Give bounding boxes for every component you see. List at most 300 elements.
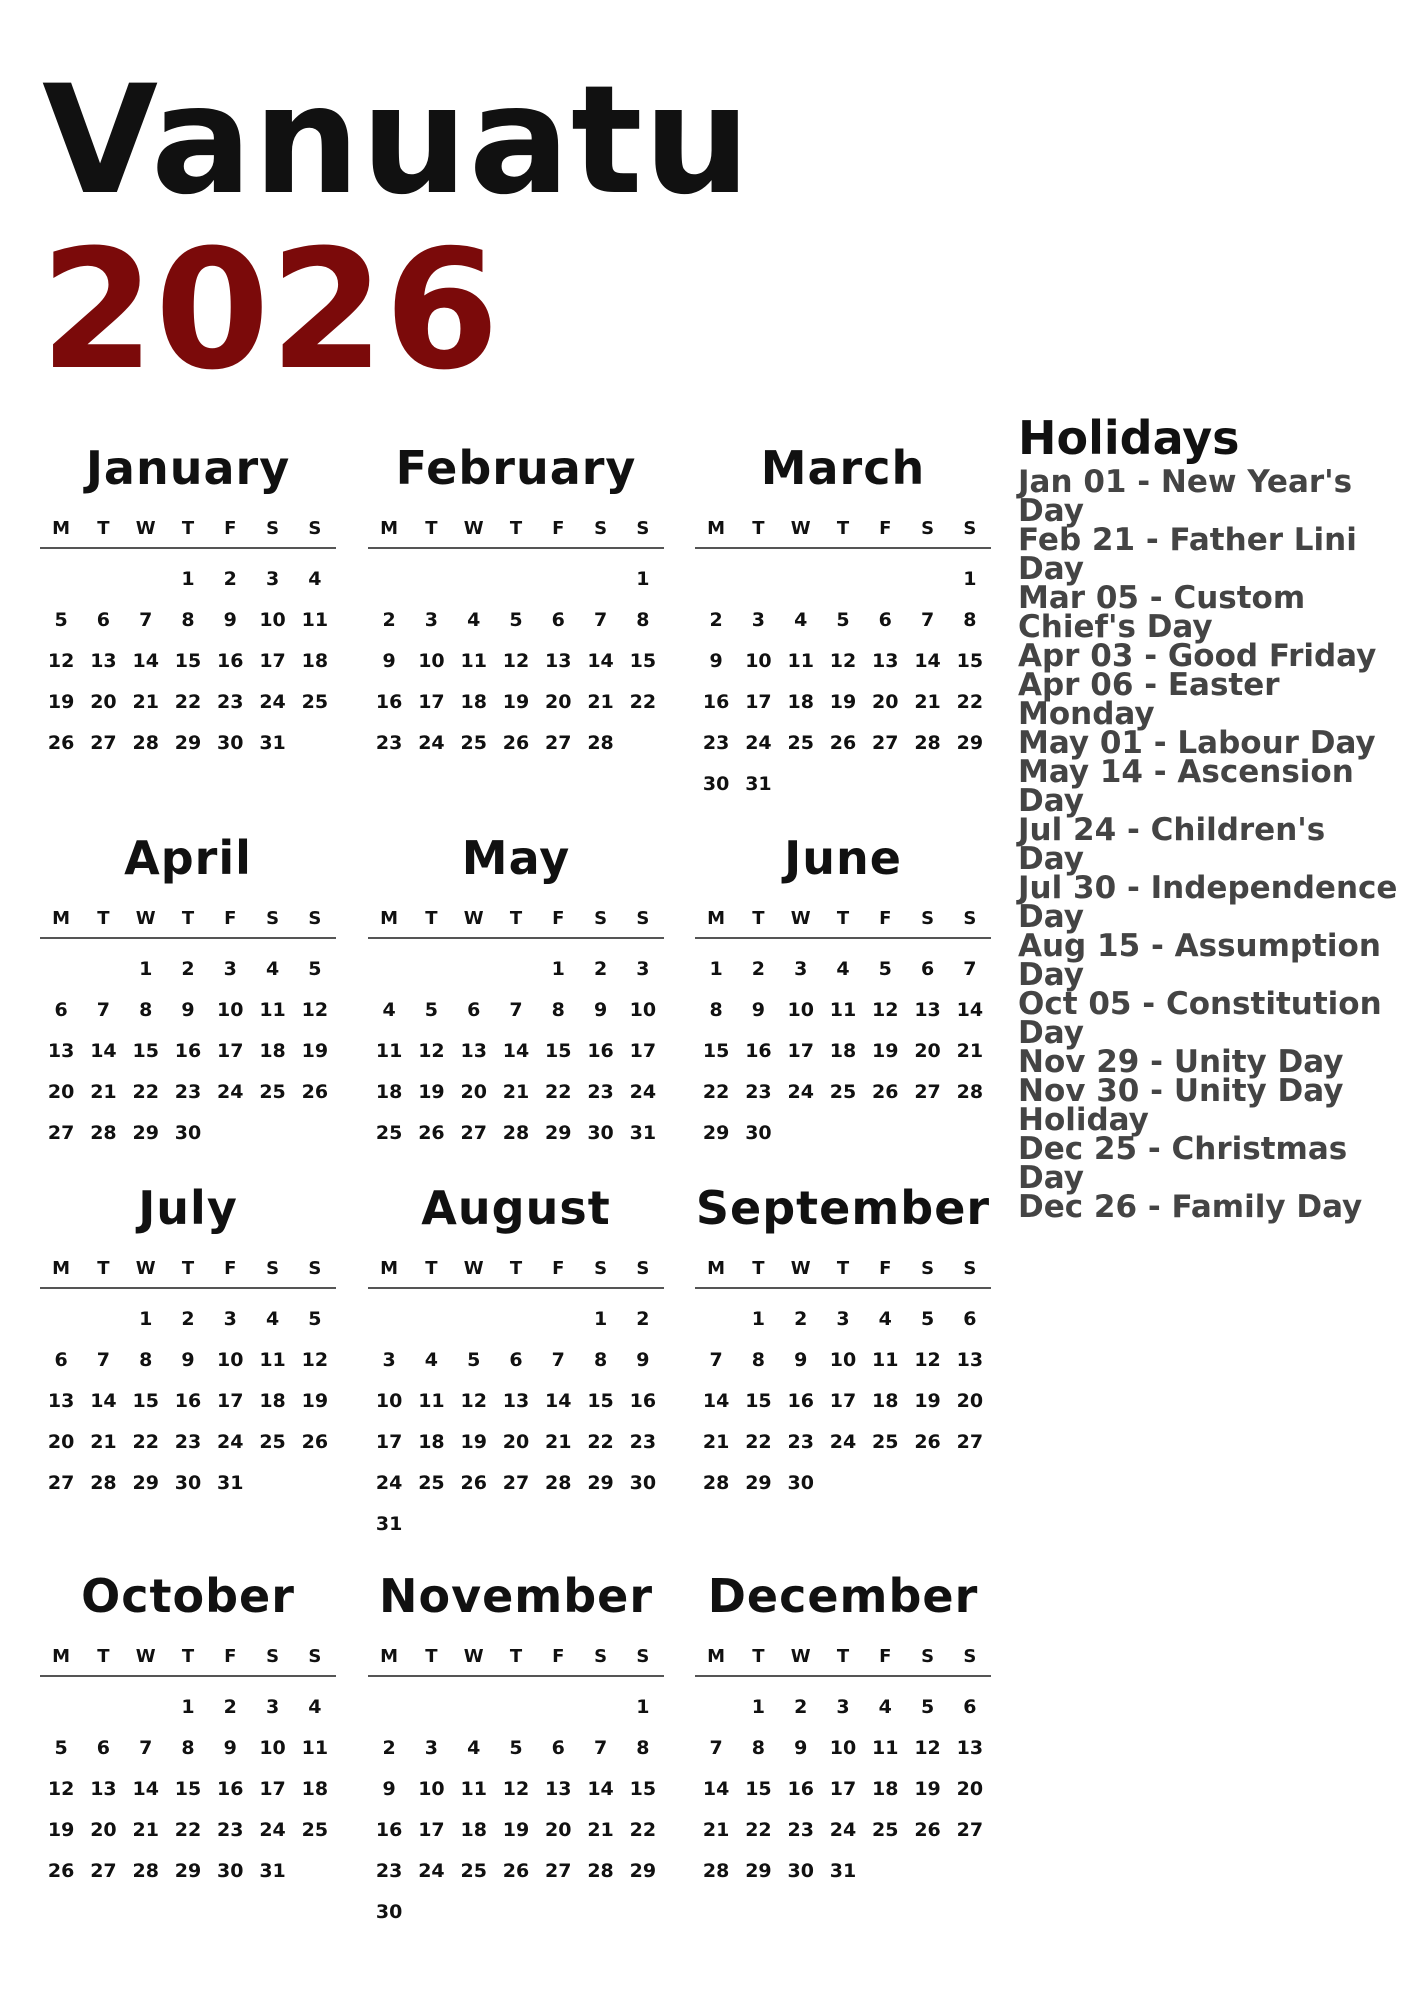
day-cell: 28	[587, 1860, 614, 1882]
day-cell: 14	[702, 1778, 730, 1800]
day-cell: 3	[223, 958, 237, 980]
day-cell: 7	[139, 609, 153, 631]
day-cell: 16	[787, 1778, 814, 1800]
day-cell: 25	[460, 1860, 487, 1882]
day-cell: 7	[139, 1737, 153, 1759]
weekday-header	[695, 1258, 991, 1289]
day-cell: 19	[914, 1778, 941, 1800]
day-cell: 25	[259, 1081, 286, 1103]
empty-cell	[864, 559, 906, 600]
month-june	[695, 830, 991, 1154]
weekday-label: M	[52, 908, 71, 929]
weekday-label: S	[308, 1646, 322, 1667]
day-cell: 23	[217, 1819, 244, 1841]
day-cell: 17	[418, 691, 445, 713]
day-cell: 6	[551, 1737, 565, 1759]
day-cell: 15	[629, 650, 657, 672]
day-cell: 27	[956, 1431, 984, 1453]
day-grid	[40, 1289, 336, 1504]
day-cell: 18	[375, 1081, 403, 1103]
day-cell: 16	[587, 1040, 614, 1062]
empty-cell	[82, 1299, 124, 1340]
weekday-label: F	[552, 1646, 565, 1667]
holiday-item	[1018, 464, 1398, 529]
day-cell: 2	[794, 1696, 808, 1718]
day-cell: 2	[794, 1308, 808, 1330]
day-cell: 11	[460, 1778, 487, 1800]
day-cell: 2	[382, 1737, 396, 1759]
day-cell: 7	[96, 999, 111, 1021]
holiday-date: Aug 15	[1018, 928, 1141, 964]
day-cell: 18	[418, 1431, 445, 1453]
holiday-separator: -	[1131, 986, 1166, 1022]
holiday-date: May 14	[1018, 754, 1143, 790]
month-name: February	[395, 441, 637, 495]
day-cell: 16	[787, 1390, 814, 1412]
weekday-label: S	[636, 1646, 650, 1667]
day-cell: 9	[794, 1737, 808, 1759]
day-cell: 6	[467, 999, 481, 1021]
weekday-label: S	[963, 1646, 977, 1667]
day-cell: 14	[956, 999, 984, 1021]
day-cell: 21	[914, 691, 941, 713]
day-cell: 30	[217, 1860, 244, 1882]
day-cell: 15	[174, 1778, 202, 1800]
day-cell: 20	[47, 1081, 75, 1103]
day-cell: 11	[829, 999, 857, 1021]
day-cell: 14	[90, 1040, 117, 1062]
empty-cell	[495, 559, 537, 600]
day-cell: 25	[301, 691, 329, 713]
day-cell: 15	[174, 650, 202, 672]
holiday-date: Mar 05	[1018, 580, 1139, 616]
day-cell: 5	[308, 1308, 322, 1330]
weekday-label: S	[921, 518, 935, 539]
day-cell: 24	[745, 732, 772, 754]
month-name: November	[378, 1569, 654, 1623]
day-cell: 24	[418, 732, 445, 754]
holiday-date: Nov 29	[1018, 1044, 1140, 1080]
day-cell: 25	[259, 1431, 286, 1453]
month-november	[368, 1568, 664, 1933]
holiday-separator: -	[1140, 928, 1175, 964]
empty-cell	[125, 1687, 167, 1728]
weekday-label: T	[181, 1258, 195, 1279]
day-cell: 8	[636, 609, 650, 631]
day-cell: 18	[872, 1778, 899, 1800]
day-cell: 8	[963, 609, 977, 631]
holiday-item	[1018, 754, 1398, 819]
day-cell: 5	[509, 609, 523, 631]
weekday-label: T	[836, 908, 850, 929]
day-cell: 13	[545, 1778, 572, 1800]
day-cell: 28	[702, 1860, 730, 1882]
holiday-name: Children's Day	[1018, 812, 1326, 877]
day-cell: 16	[702, 691, 730, 713]
day-cell: 14	[914, 650, 941, 672]
day-cell: 20	[956, 1778, 984, 1800]
holiday-date: Apr 06	[1018, 667, 1134, 703]
weekday-label: W	[135, 1258, 156, 1279]
day-cell: 3	[265, 568, 280, 590]
day-cell: 7	[593, 609, 608, 631]
day-cell: 27	[914, 1081, 941, 1103]
day-cell: 10	[375, 1390, 403, 1412]
day-cell: 28	[956, 1081, 984, 1103]
day-cell: 23	[787, 1819, 814, 1841]
day-cell: 3	[836, 1696, 850, 1718]
day-grid	[40, 1677, 336, 1892]
day-cell: 23	[174, 1431, 202, 1453]
weekday-label: S	[308, 908, 322, 929]
weekday-label: S	[963, 1258, 977, 1279]
day-cell: 22	[956, 691, 984, 713]
day-grid	[368, 549, 664, 764]
day-cell: 29	[629, 1860, 657, 1882]
day-cell: 1	[751, 1308, 766, 1330]
weekday-label: S	[921, 908, 935, 929]
day-cell: 26	[301, 1431, 329, 1453]
day-cell: 2	[223, 568, 237, 590]
weekday-label: F	[879, 1646, 892, 1667]
day-cell: 7	[593, 1737, 608, 1759]
day-cell: 23	[587, 1081, 614, 1103]
day-cell: 15	[132, 1040, 159, 1062]
day-cell: 1	[181, 568, 195, 590]
day-cell: 25	[460, 732, 487, 754]
day-cell: 11	[418, 1390, 445, 1412]
day-cell: 11	[375, 1040, 403, 1062]
weekday-label: T	[181, 908, 195, 929]
day-cell: 11	[460, 650, 487, 672]
day-cell: 31	[217, 1472, 244, 1494]
empty-cell	[537, 1687, 579, 1728]
day-cell: 21	[90, 1431, 117, 1453]
day-cell: 28	[132, 732, 159, 754]
weekday-label: S	[266, 908, 280, 929]
day-cell: 26	[460, 1472, 487, 1494]
day-cell: 18	[301, 650, 329, 672]
empty-cell	[40, 559, 82, 600]
day-cell: 19	[502, 1819, 530, 1841]
day-cell: 1	[636, 568, 650, 590]
month-january	[40, 440, 336, 764]
day-cell: 7	[96, 1349, 111, 1371]
empty-cell	[495, 949, 537, 990]
day-cell: 30	[629, 1472, 657, 1494]
day-cell: 5	[836, 609, 850, 631]
day-cell: 22	[745, 1819, 772, 1841]
day-cell: 20	[90, 1819, 117, 1841]
day-cell: 30	[787, 1860, 814, 1882]
day-cell: 27	[545, 1860, 572, 1882]
empty-cell	[410, 1687, 452, 1728]
day-cell: 17	[259, 1778, 286, 1800]
empty-cell	[82, 559, 124, 600]
day-cell: 1	[593, 1308, 608, 1330]
day-cell: 7	[963, 958, 977, 980]
weekday-header	[368, 1646, 664, 1677]
day-cell: 8	[181, 609, 195, 631]
empty-cell	[453, 1299, 495, 1340]
holiday-name: Christmas Day	[1018, 1131, 1348, 1196]
day-cell: 31	[259, 732, 286, 754]
day-grid	[695, 939, 991, 1154]
day-cell: 27	[47, 1122, 75, 1144]
month-name: April	[124, 831, 252, 885]
holidays-title: Holidays	[1018, 411, 1240, 465]
day-cell: 19	[872, 1040, 899, 1062]
empty-cell	[40, 1299, 82, 1340]
day-cell: 14	[587, 650, 614, 672]
day-cell: 1	[636, 1696, 650, 1718]
weekday-label: F	[224, 908, 237, 929]
empty-cell	[495, 1687, 537, 1728]
holiday-name: Independence Day	[1018, 870, 1398, 935]
empty-cell	[453, 949, 495, 990]
day-cell: 4	[308, 1696, 322, 1718]
day-cell: 12	[872, 999, 899, 1021]
day-cell: 8	[636, 1737, 650, 1759]
month-name: January	[85, 441, 291, 495]
day-cell: 22	[132, 1431, 159, 1453]
weekday-label: T	[836, 1646, 850, 1667]
holiday-date: Dec 25	[1018, 1131, 1138, 1167]
weekday-label: T	[509, 518, 523, 539]
day-grid	[368, 1289, 664, 1545]
weekday-label: T	[752, 908, 765, 929]
weekday-label: T	[425, 518, 438, 539]
weekday-label: T	[425, 1258, 438, 1279]
day-grid	[368, 939, 664, 1154]
day-cell: 19	[301, 1040, 329, 1062]
day-cell: 23	[702, 732, 730, 754]
day-cell: 11	[787, 650, 814, 672]
day-cell: 24	[259, 1819, 286, 1841]
weekday-label: F	[552, 908, 565, 929]
weekday-header	[40, 1258, 336, 1289]
day-cell: 12	[301, 1349, 329, 1371]
holiday-item	[1018, 1189, 1398, 1225]
day-cell: 16	[217, 650, 244, 672]
empty-cell	[453, 559, 495, 600]
day-cell: 21	[132, 1819, 159, 1841]
day-cell: 13	[872, 650, 899, 672]
day-cell: 17	[787, 1040, 814, 1062]
day-cell: 3	[265, 1696, 280, 1718]
month-july	[40, 1180, 336, 1504]
day-cell: 21	[956, 1040, 984, 1062]
weekday-label: S	[921, 1258, 935, 1279]
day-cell: 9	[181, 999, 195, 1021]
day-cell: 26	[47, 732, 75, 754]
day-cell: 25	[375, 1122, 403, 1144]
empty-cell	[695, 559, 737, 600]
day-cell: 10	[829, 1349, 857, 1371]
holiday-name: Father Lini Day	[1018, 522, 1357, 587]
holiday-date: Nov 30	[1018, 1073, 1140, 1109]
day-cell: 6	[96, 609, 111, 631]
holiday-name: Easter Monday	[1018, 667, 1280, 732]
day-cell: 9	[636, 1349, 650, 1371]
day-cell: 14	[132, 650, 159, 672]
day-cell: 19	[502, 691, 530, 713]
day-cell: 25	[872, 1431, 899, 1453]
day-cell: 6	[551, 609, 565, 631]
weekday-label: M	[52, 1646, 71, 1667]
weekday-label: S	[963, 908, 977, 929]
day-cell: 1	[181, 1696, 195, 1718]
day-cell: 6	[54, 999, 68, 1021]
day-cell: 7	[551, 1349, 565, 1371]
month-name: October	[81, 1569, 295, 1623]
day-cell: 24	[629, 1081, 657, 1103]
day-cell: 11	[301, 609, 329, 631]
day-cell: 13	[956, 1349, 984, 1371]
day-cell: 9	[382, 650, 396, 672]
holiday-separator: -	[1126, 464, 1161, 500]
weekday-label: T	[836, 518, 850, 539]
weekday-header	[368, 1258, 664, 1289]
weekday-label: W	[135, 1646, 156, 1667]
weekday-label: W	[463, 1258, 484, 1279]
day-cell: 28	[132, 1860, 159, 1882]
day-cell: 31	[829, 1860, 857, 1882]
day-cell: 2	[223, 1696, 237, 1718]
holiday-date: Jan 01	[1018, 464, 1127, 500]
day-cell: 24	[787, 1081, 814, 1103]
weekday-label: S	[594, 908, 608, 929]
holiday-separator: -	[1137, 1189, 1172, 1225]
day-cell: 30	[375, 1901, 403, 1923]
day-cell: 19	[47, 1819, 75, 1841]
weekday-label: F	[879, 1258, 892, 1279]
day-cell: 29	[174, 1860, 202, 1882]
day-cell: 1	[139, 1308, 153, 1330]
day-cell: 22	[132, 1081, 159, 1103]
day-cell: 28	[702, 1472, 730, 1494]
day-cell: 10	[259, 609, 286, 631]
day-cell: 8	[139, 999, 153, 1021]
empty-cell	[579, 559, 621, 600]
day-cell: 1	[751, 1696, 766, 1718]
day-cell: 20	[545, 691, 572, 713]
day-cell: 2	[181, 1308, 195, 1330]
empty-cell	[579, 1687, 621, 1728]
empty-cell	[780, 559, 822, 600]
weekday-label: T	[97, 518, 110, 539]
empty-cell	[410, 949, 452, 990]
holiday-name: Family Day	[1171, 1189, 1363, 1225]
day-cell: 31	[745, 773, 772, 795]
day-cell: 12	[914, 1737, 941, 1759]
day-cell: 1	[139, 958, 153, 980]
day-cell: 29	[545, 1122, 572, 1144]
day-cell: 24	[259, 691, 286, 713]
day-cell: 21	[132, 691, 159, 713]
day-cell: 5	[54, 609, 68, 631]
day-cell: 31	[629, 1122, 657, 1144]
day-cell: 9	[181, 1349, 195, 1371]
day-cell: 26	[872, 1081, 899, 1103]
day-cell: 19	[829, 691, 857, 713]
weekday-label: S	[636, 908, 650, 929]
day-cell: 5	[467, 1349, 481, 1371]
day-cell: 6	[509, 1349, 523, 1371]
empty-cell	[537, 1299, 579, 1340]
day-grid	[695, 1289, 991, 1504]
year-title: 2026	[40, 214, 500, 406]
day-cell: 10	[629, 999, 657, 1021]
empty-cell	[410, 1299, 452, 1340]
weekday-label: F	[879, 908, 892, 929]
day-cell: 21	[702, 1819, 730, 1841]
weekday-label: T	[509, 1646, 523, 1667]
day-cell: 19	[47, 691, 75, 713]
day-cell: 6	[963, 1696, 977, 1718]
day-cell: 17	[259, 650, 286, 672]
holiday-date: Dec 26	[1018, 1189, 1138, 1225]
day-cell: 5	[54, 1737, 68, 1759]
weekday-label: S	[636, 1258, 650, 1279]
weekday-label: M	[52, 1258, 71, 1279]
weekday-label: M	[707, 908, 726, 929]
day-cell: 30	[702, 773, 730, 795]
day-cell: 18	[460, 691, 487, 713]
holiday-separator: -	[1142, 725, 1178, 761]
month-may	[368, 830, 664, 1154]
day-cell: 14	[545, 1390, 572, 1412]
day-cell: 24	[829, 1431, 857, 1453]
holiday-name: Assumption Day	[1018, 928, 1381, 993]
day-cell: 8	[181, 1737, 195, 1759]
holiday-item	[1018, 812, 1398, 877]
day-cell: 17	[745, 691, 772, 713]
day-cell: 13	[47, 1390, 75, 1412]
day-cell: 15	[629, 1778, 657, 1800]
weekday-label: S	[636, 518, 650, 539]
day-cell: 20	[90, 691, 117, 713]
weekday-label: T	[181, 1646, 195, 1667]
weekday-label: T	[752, 1646, 765, 1667]
weekday-header	[40, 908, 336, 939]
day-cell: 9	[223, 1737, 237, 1759]
day-cell: 12	[47, 650, 75, 672]
day-cell: 11	[872, 1737, 899, 1759]
day-cell: 13	[47, 1040, 75, 1062]
day-cell: 11	[259, 999, 286, 1021]
day-cell: 16	[375, 1819, 403, 1841]
weekday-label: M	[380, 908, 399, 929]
day-cell: 5	[424, 999, 439, 1021]
holiday-item	[1018, 986, 1398, 1051]
day-cell: 16	[629, 1390, 657, 1412]
weekday-label: W	[463, 518, 484, 539]
day-cell: 7	[709, 1737, 723, 1759]
month-name: May	[461, 831, 571, 885]
day-cell: 8	[751, 1737, 766, 1759]
day-cell: 24	[418, 1860, 445, 1882]
empty-cell	[40, 949, 82, 990]
day-cell: 9	[382, 1778, 396, 1800]
empty-cell	[82, 1687, 124, 1728]
day-cell: 6	[878, 609, 892, 631]
day-cell: 29	[956, 732, 984, 754]
day-cell: 1	[551, 958, 565, 980]
holiday-separator: -	[1137, 1131, 1172, 1167]
day-cell: 13	[914, 999, 941, 1021]
weekday-label: T	[509, 908, 523, 929]
